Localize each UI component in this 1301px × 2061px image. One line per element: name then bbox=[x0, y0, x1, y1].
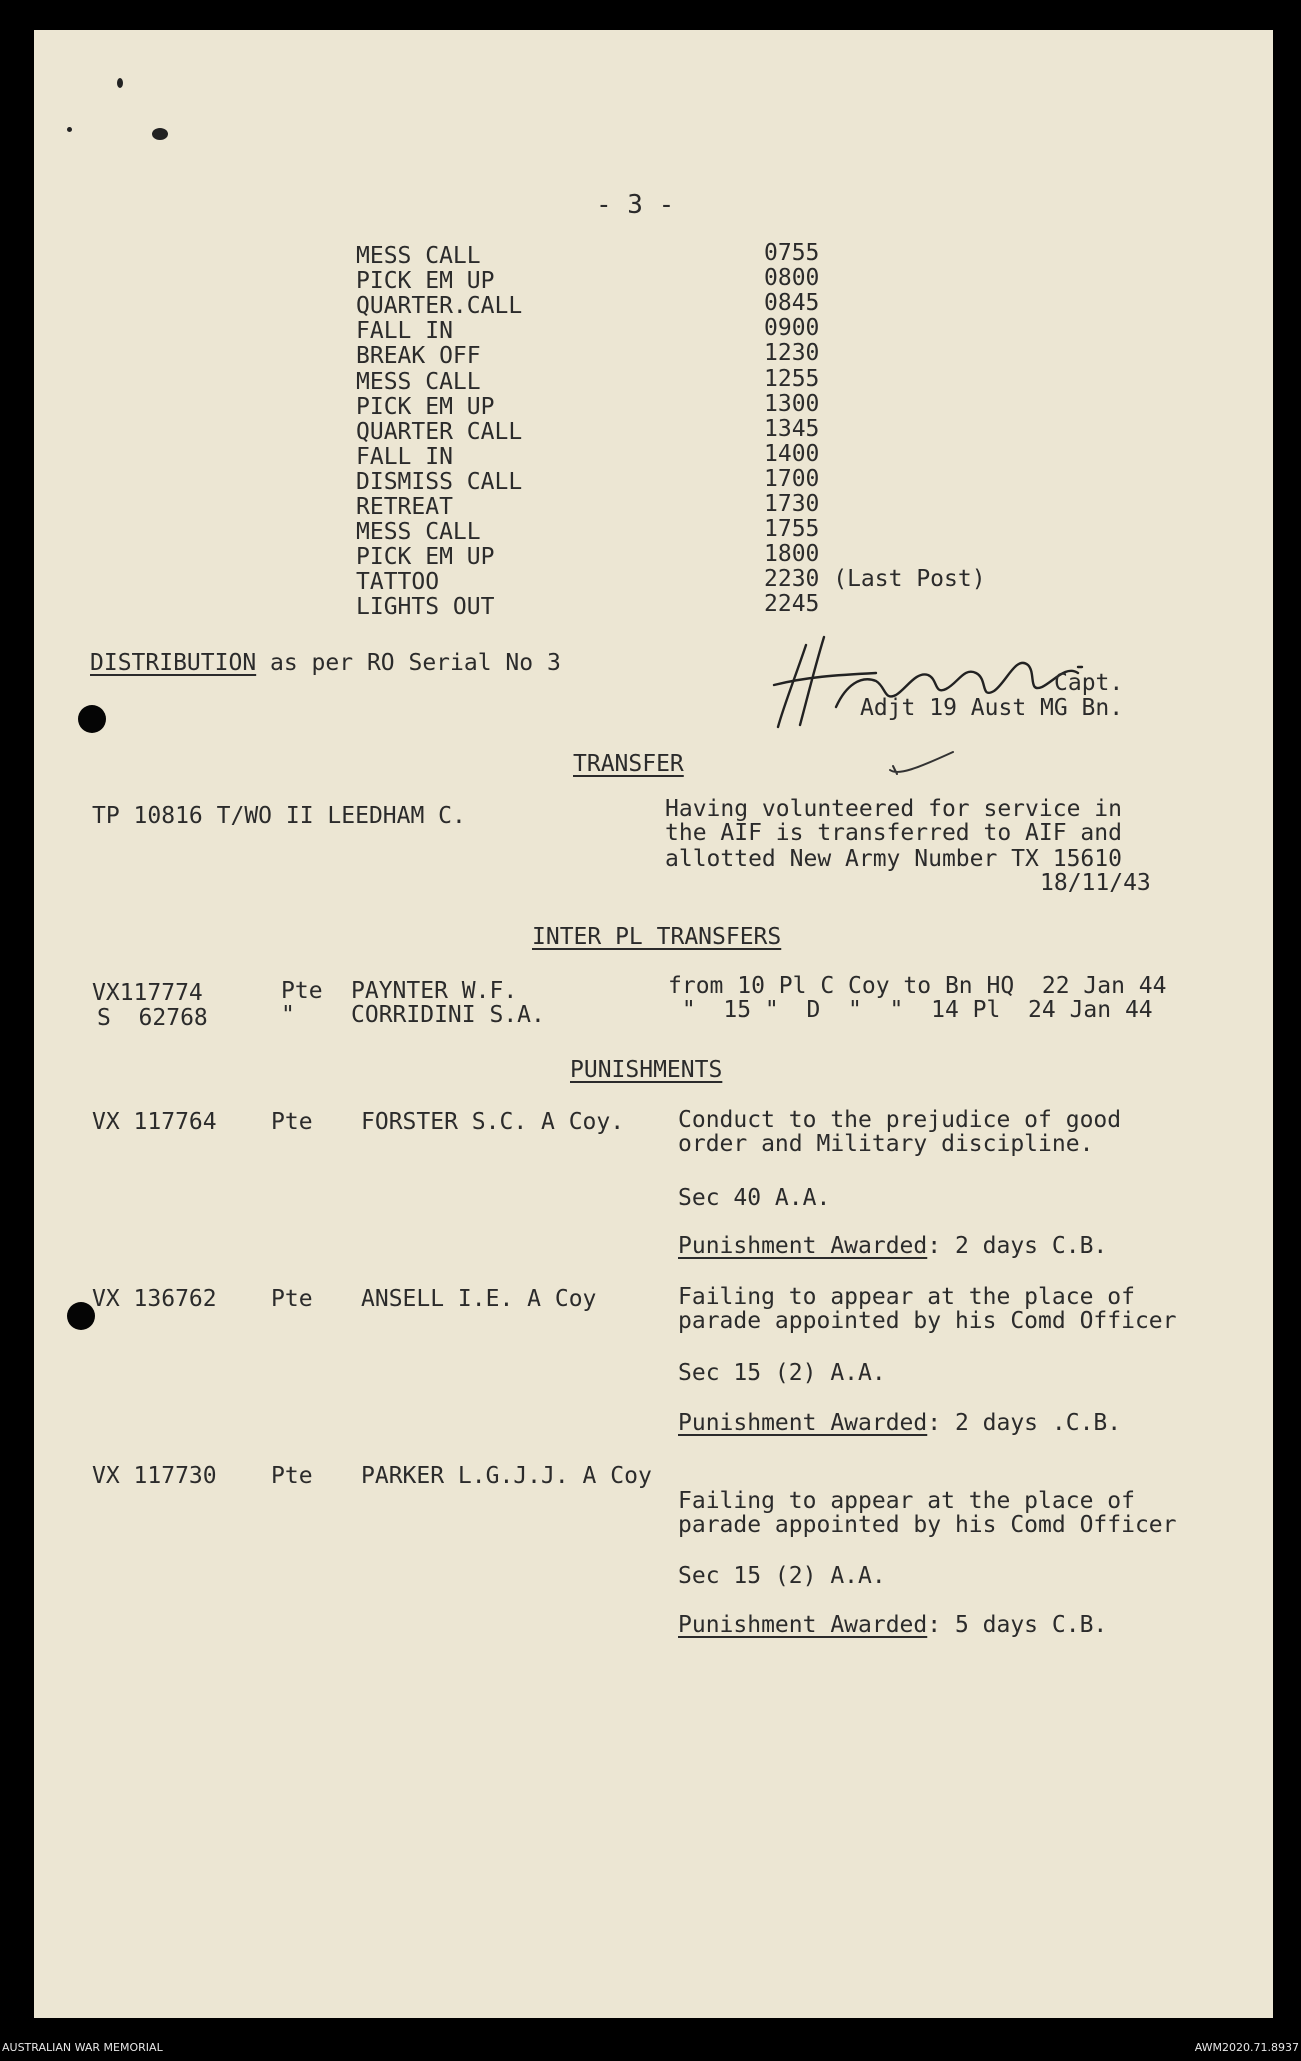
distribution-text: as per RO Serial No 3 bbox=[256, 650, 561, 676]
signature-rank: Capt. bbox=[1054, 670, 1124, 696]
inter-pl-name-2: CORRIDINI S.A. bbox=[351, 1002, 545, 1028]
inter-pl-number-1: VX117774 bbox=[92, 980, 203, 1006]
punishment-award-value-1: : 2 days C.B. bbox=[927, 1233, 1108, 1259]
inter-pl-number-2: S 62768 bbox=[97, 1005, 208, 1031]
punishment-award-1 bbox=[678, 1233, 1107, 1259]
document-page bbox=[34, 30, 1273, 2018]
punishment-charge-2b: parade appointed by his Comd Officer bbox=[678, 1308, 1177, 1334]
distribution-label: DISTRIBUTION bbox=[90, 650, 257, 676]
schedule-call: QUARTER.CALL bbox=[356, 293, 523, 320]
schedule-call: PICK EM UP bbox=[356, 544, 495, 571]
schedule-call: PICK EM UP bbox=[356, 268, 495, 295]
schedule-call: FALL IN bbox=[356, 318, 453, 345]
ink-spot bbox=[67, 127, 72, 132]
punishment-number-1: VX 117764 bbox=[92, 1109, 217, 1135]
schedule-time: 1400 bbox=[764, 440, 820, 467]
punishment-rank-2: Pte bbox=[271, 1286, 313, 1312]
punishment-award-value-3: : 5 days C.B. bbox=[927, 1612, 1108, 1638]
footer-right: AWM2020.71.8937 bbox=[1194, 2041, 1299, 2054]
transfer-heading: TRANSFER bbox=[573, 751, 684, 777]
schedule-call: DISMISS CALL bbox=[356, 468, 523, 495]
punishment-charge-1b: order and Military discipline. bbox=[678, 1131, 1094, 1157]
punishment-award-label-1: Punishment Awarded bbox=[678, 1233, 928, 1259]
schedule-call: QUARTER CALL bbox=[356, 418, 523, 445]
inter-pl-name-1: PAYNTER W.F. bbox=[351, 978, 518, 1004]
schedule-call: PICK EM UP bbox=[356, 393, 495, 420]
inter-pl-detail-2: " 15 " D " " 14 Pl 24 Jan 44 bbox=[668, 997, 1153, 1023]
schedule-time: 1700 bbox=[764, 465, 820, 492]
punch-hole-bottom bbox=[67, 1302, 95, 1330]
schedule-call: RETREAT bbox=[356, 494, 453, 520]
signature-appointment: Adjt 19 Aust MG Bn. bbox=[860, 695, 1124, 721]
schedule-time: 1730 bbox=[764, 491, 820, 517]
schedule-time: 2230 (Last Post) bbox=[764, 566, 986, 593]
punishment-charge-3a: Failing to appear at the place of bbox=[678, 1488, 1135, 1514]
schedule-time: 0900 bbox=[764, 315, 820, 342]
ink-spot bbox=[152, 128, 168, 140]
punishment-award-label-2: Punishment Awarded bbox=[678, 1410, 928, 1436]
punishment-section-2: Sec 15 (2) A.A. bbox=[678, 1360, 886, 1386]
punch-hole-top bbox=[78, 705, 106, 733]
schedule-call: BREAK OFF bbox=[356, 343, 481, 370]
transfer-line-1: Having volunteered for service in bbox=[665, 796, 1122, 822]
schedule-time: 1800 bbox=[764, 541, 820, 568]
schedule-time: 2245 bbox=[764, 591, 820, 618]
punishment-award-label-3: Punishment Awarded bbox=[678, 1612, 928, 1638]
punishment-name-3: PARKER L.G.J.J. A Coy bbox=[361, 1463, 652, 1489]
schedule-time: 0755 bbox=[764, 240, 820, 266]
punishments-heading: PUNISHMENTS bbox=[570, 1057, 723, 1083]
distribution-line bbox=[90, 650, 561, 676]
page-number: - 3 - bbox=[596, 190, 675, 220]
punishment-rank-1: Pte bbox=[271, 1109, 313, 1135]
inter-pl-heading: INTER PL TRANSFERS bbox=[532, 924, 782, 950]
punishment-number-3: VX 117730 bbox=[92, 1463, 217, 1489]
schedule-call: MESS CALL bbox=[356, 368, 481, 395]
punishment-award-value-2: : 2 days .C.B. bbox=[927, 1410, 1122, 1436]
ink-spot bbox=[117, 78, 123, 88]
punishment-section-3: Sec 15 (2) A.A. bbox=[678, 1563, 886, 1589]
schedule-call: FALL IN bbox=[356, 443, 453, 470]
punishment-charge-3b: parade appointed by his Comd Officer bbox=[678, 1512, 1177, 1538]
schedule-time: 1230 bbox=[764, 340, 820, 367]
transfer-line-2: the AIF is transferred to AIF and bbox=[665, 820, 1122, 846]
schedule-call: MESS CALL bbox=[356, 243, 481, 269]
punishment-charge-2a: Failing to appear at the place of bbox=[678, 1284, 1135, 1310]
schedule-call: LIGHTS OUT bbox=[356, 594, 495, 621]
punishment-name-1: FORSTER S.C. A Coy. bbox=[361, 1109, 625, 1135]
inter-pl-rank-2: " bbox=[281, 1002, 295, 1028]
punishment-award-3 bbox=[678, 1612, 1107, 1638]
inter-pl-detail-1: from 10 Pl C Coy to Bn HQ 22 Jan 44 bbox=[668, 973, 1167, 999]
schedule-time: 0845 bbox=[764, 290, 820, 317]
punishment-charge-1a: Conduct to the prejudice of good bbox=[678, 1107, 1122, 1133]
schedule-time: 1345 bbox=[764, 415, 820, 442]
transfer-member: TP 10816 T/WO II LEEDHAM C. bbox=[92, 803, 466, 829]
pen-mark bbox=[888, 748, 958, 778]
transfer-date: 18/11/43 bbox=[1040, 870, 1151, 896]
transfer-line-3: allotted New Army Number TX 15610 bbox=[665, 846, 1122, 872]
punishment-name-2: ANSELL I.E. A Coy bbox=[361, 1286, 597, 1312]
schedule-time: 1255 bbox=[764, 365, 820, 392]
schedule-time: 1755 bbox=[764, 516, 820, 543]
schedule-time: 0800 bbox=[764, 265, 820, 292]
inter-pl-rank-1: Pte bbox=[281, 978, 323, 1004]
schedule-time: 1300 bbox=[764, 390, 820, 417]
schedule-call: MESS CALL bbox=[356, 519, 481, 546]
schedule-call: TATTOO bbox=[356, 569, 440, 596]
punishment-rank-3: Pte bbox=[271, 1463, 313, 1489]
punishment-award-2 bbox=[678, 1410, 1121, 1436]
punishment-number-2: VX 136762 bbox=[92, 1286, 217, 1312]
footer-left: AUSTRALIAN WAR MEMORIAL bbox=[2, 2041, 163, 2054]
punishment-section-1: Sec 40 A.A. bbox=[678, 1185, 831, 1211]
